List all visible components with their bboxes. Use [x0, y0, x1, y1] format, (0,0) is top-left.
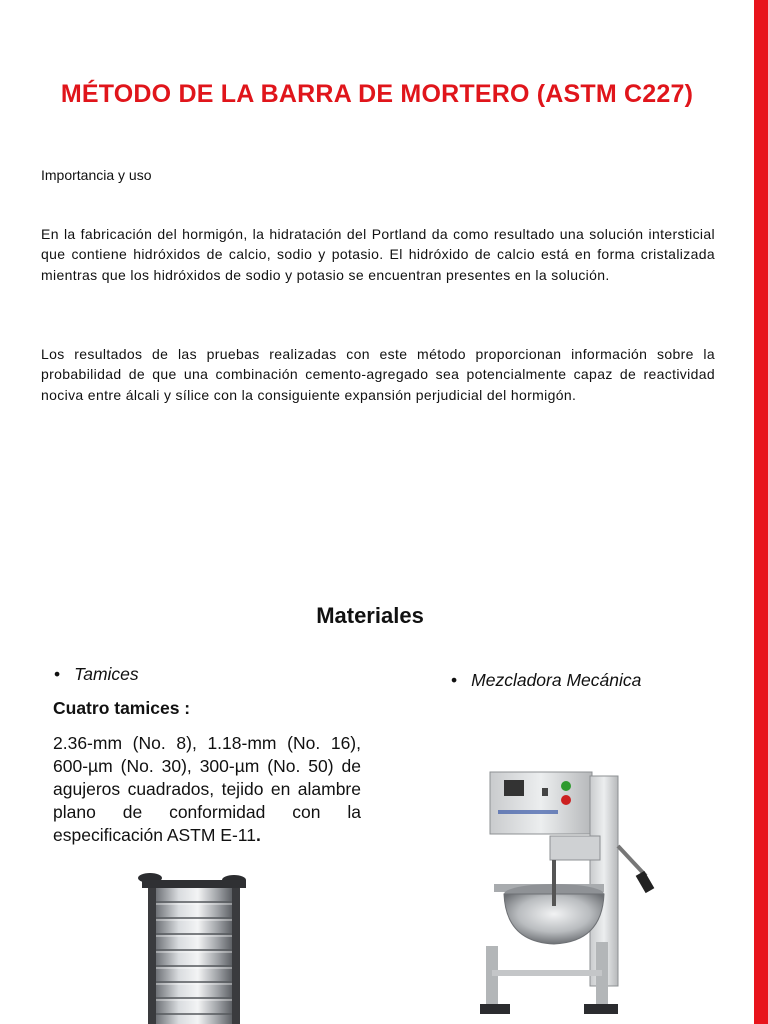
paragraph-hydration: En la fabricación del hormigón, la hidratación del Portland da como resultado una solución intersticial que contiene hidróxidos de calcio, sodio y potasio. El hidróxido de calcio está en forma cristalizada mientras que los hidróxidos de sodio y potasio se encuentran presentes en la solución. [41, 226, 715, 283]
materials-heading: Materiales [316, 603, 424, 628]
sieves-description-text: 2.36-mm (No. 8), 1.18-mm (No. 16), 600-µm (No. 30), 300-µm (No. 50) de agujeros cuadrados, tejido en alambre plano de conformidad con la especificación ASTM E-11 [53, 733, 361, 845]
side-accent-bar [754, 0, 768, 1024]
bullet-mixer [451, 670, 641, 691]
bullet-mixer-label: Mezcladora Mecánica [471, 670, 642, 690]
importance-heading: Importancia y uso [41, 167, 152, 183]
sieve-stack-image [130, 866, 260, 1024]
bullet-sieves-label: Tamices [74, 664, 139, 684]
sieves-subheading: Cuatro tamices : [53, 698, 191, 718]
paragraph-results: Los resultados de las pruebas realizadas con este método proporcionan información sobre la probabilidad de que una combinación cemento-agregado sea potencialmente capaz de reactividad nociva entre álcali y sílice con la consiguiente expansión perjudicial del hormigón. [41, 346, 715, 403]
page-title: MÉTODO DE LA BARRA DE MORTERO (ASTM C227) [60, 80, 694, 108]
bullet-marker: • [54, 664, 61, 684]
sieves-description [53, 732, 361, 847]
bullet-marker: • [451, 670, 458, 690]
bullet-sieves [54, 664, 139, 685]
cement-mixer-image [478, 766, 668, 1020]
sieves-description-end: . [255, 825, 261, 845]
